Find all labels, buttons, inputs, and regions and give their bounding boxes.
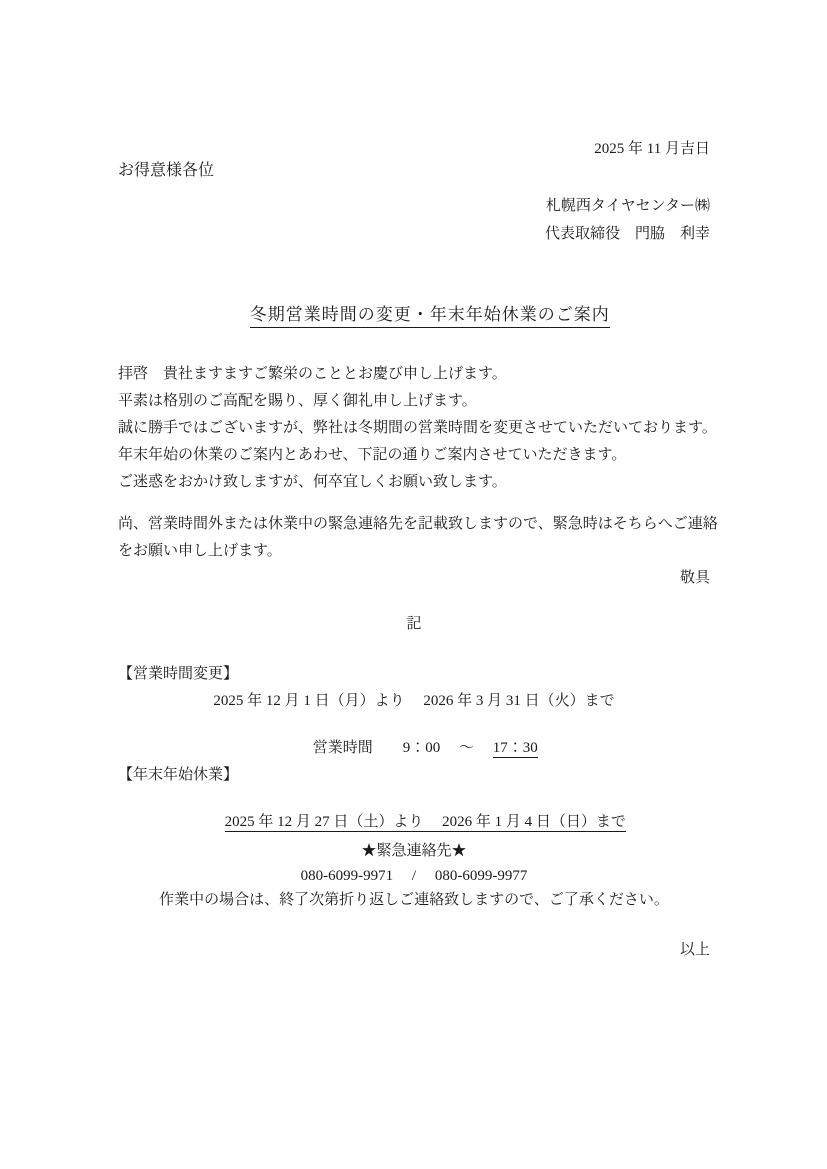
emergency-note: 作業中の場合は、終了次第折り返しご連絡致しますので、ご了承ください。 [159, 892, 669, 908]
greeting-line: 年末年始の休業のご案内とあわせ、下記の通りご案内させていただきます。 [118, 447, 627, 463]
holiday-period: 2025 年 12 月 27 日（土）より 2026 年 1 月 4 日（日）まで [224, 814, 626, 830]
end-marker: 以上 [679, 942, 710, 958]
notice-paragraph [118, 511, 718, 565]
company-name: 札幌西タイヤセンター㈱ [545, 198, 710, 214]
business-hours-heading: 【営業時間変更】 [118, 666, 239, 682]
holiday-heading: 【年末年始休業】 [118, 767, 239, 783]
document-title [118, 285, 710, 348]
notice-line: 尚、営業時間外または休業中の緊急連絡先を記載致しますので、緊急時はそちらへご連絡 [118, 516, 718, 532]
emergency-heading: ★緊急連絡先★ [361, 843, 467, 859]
representative-name: 代表取締役 門脇 利幸 [544, 226, 710, 242]
greeting-line: 平素は格別のご高配を賜り、厚く御礼申し上げます。 [118, 393, 477, 409]
greeting-paragraph [118, 361, 717, 496]
business-hours-period: 2025 年 12 月 1 日（月）より 2026 年 3 月 31 日（火）まで [213, 693, 615, 709]
emergency-phones: 080-6099-9971 / 080-6099-9977 [300, 868, 528, 884]
business-hours-close-time: 17：30 [492, 740, 538, 756]
document-content [118, 0, 718, 1169]
greeting-line: 拝啓 貴社ますますご繁栄のこととお慶び申し上げます。 [118, 366, 507, 382]
greeting-line: 誠に勝手ではございますが、弊社は冬期間の営業時間を変更させていただいております。 [118, 420, 717, 436]
notice-line: をお願い申し上げます。 [118, 543, 282, 559]
greeting-line: ご迷惑をおかけ致しますが、何卒宜しくお願い致します。 [118, 474, 507, 490]
closing-keigu: 敬具 [679, 570, 710, 586]
date-line: 2025 年 11 月吉日 [594, 141, 710, 157]
business-hours-prefix: 営業時間 9：00 ～ [312, 740, 493, 756]
document-title-text: 冬期営業時間の変更・年末年始休業のご案内 [250, 305, 610, 328]
ki-marker: 記 [406, 616, 422, 632]
recipient-line: お得意様各位 [118, 162, 215, 179]
